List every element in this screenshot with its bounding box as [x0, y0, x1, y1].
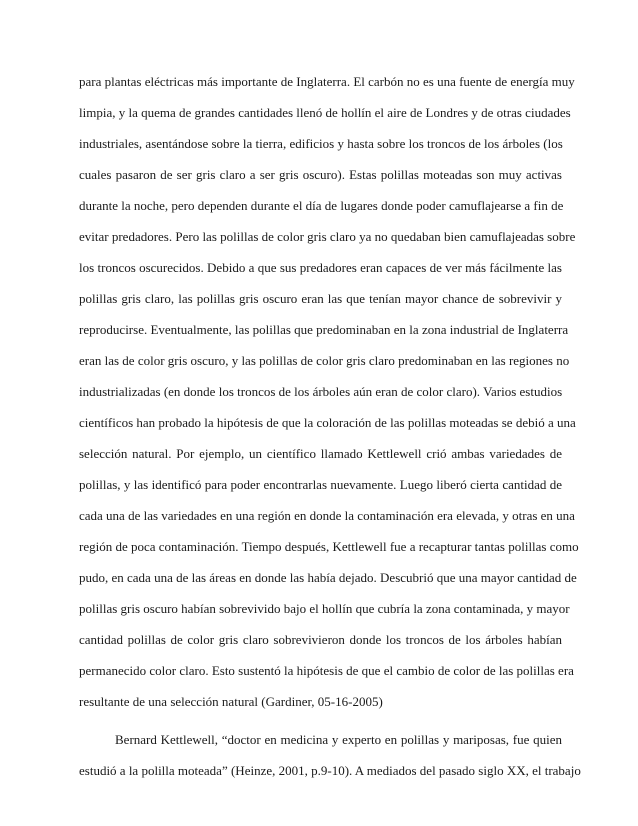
text-line: cada una de las variedades en una región en donde la contaminación era elevada, y otras en una [79, 508, 575, 523]
text-line: industrializadas (en donde los troncos de los árboles aún eran de color claro). Varios estudios [79, 384, 563, 399]
text-line: evitar predadores. Pero las polillas de color gris claro ya no quedaban bien camuflajeadas sobre [79, 229, 576, 244]
text-line-paragraph-end: resultante de una selección natural (Gardiner, 05-16-2005) [79, 694, 383, 709]
text-line: región de poca contaminación. Tiempo después, Kettlewell fue a recapturar tantas polillas como [79, 539, 579, 554]
text-line: para plantas eléctricas más importante de Inglaterra. El carbón no es una fuente de energía muy [79, 74, 575, 89]
text-line: permanecido color claro. Esto sustentó la hipótesis de que el cambio de color de las polillas era [79, 663, 574, 678]
text-line: durante la noche, pero dependen durante el día de lugares donde poder camuflajearse a fin de [79, 198, 564, 213]
text-line: estudió a la polilla moteada” (Heinze, 2001, p.9-10). A mediados del pasado siglo XX, el trabajo [79, 763, 581, 778]
text-line: los troncos oscurecidos. Debido a que sus predadores eran capaces de ver más fácilmente las [79, 260, 562, 275]
text-line-paragraph-start: Bernard Kettlewell, “doctor en medicina y experto en polillas y mariposas, fue quien [115, 732, 562, 747]
text-line: científicos han probado la hipótesis de que la coloración de las polillas moteadas se debió a una [79, 415, 576, 430]
text-line: pudo, en cada una de las áreas en donde las había dejado. Descubrió que una mayor cantidad de [79, 570, 577, 585]
text-line: limpia, y la quema de grandes cantidades llenó de hollín el aire de Londres y de otras ciudades [79, 105, 571, 120]
text-line: polillas gris claro, las polillas gris oscuro eran las que tenían mayor chance de sobrevivir y [79, 291, 562, 306]
text-line: eran las de color gris oscuro, y las polillas de color gris claro predominaban en las regiones no [79, 353, 570, 368]
text-line: reproducirse. Eventualmente, las polillas que predominaban en la zona industrial de Inglaterra [79, 322, 569, 337]
text-line: cantidad polillas de color gris claro sobrevivieron donde los troncos de los árboles habían [79, 632, 562, 647]
text-line: selección natural. Por ejemplo, un científico llamado Kettlewell crió ambas variedades de [79, 446, 562, 461]
text-line: industriales, asentándose sobre la tierra, edificios y hasta sobre los troncos de los árboles (los [79, 136, 563, 151]
text-line: polillas gris oscuro habían sobrevivido bajo el hollín que cubría la zona contaminada, y mayor [79, 601, 570, 616]
text-line: polillas, y las identificó para poder encontrarlas nuevamente. Luego liberó cierta cantidad de [79, 477, 562, 492]
text-line: cuales pasaron de ser gris claro a ser gris oscuro). Estas polillas moteadas son muy activas [79, 167, 562, 182]
